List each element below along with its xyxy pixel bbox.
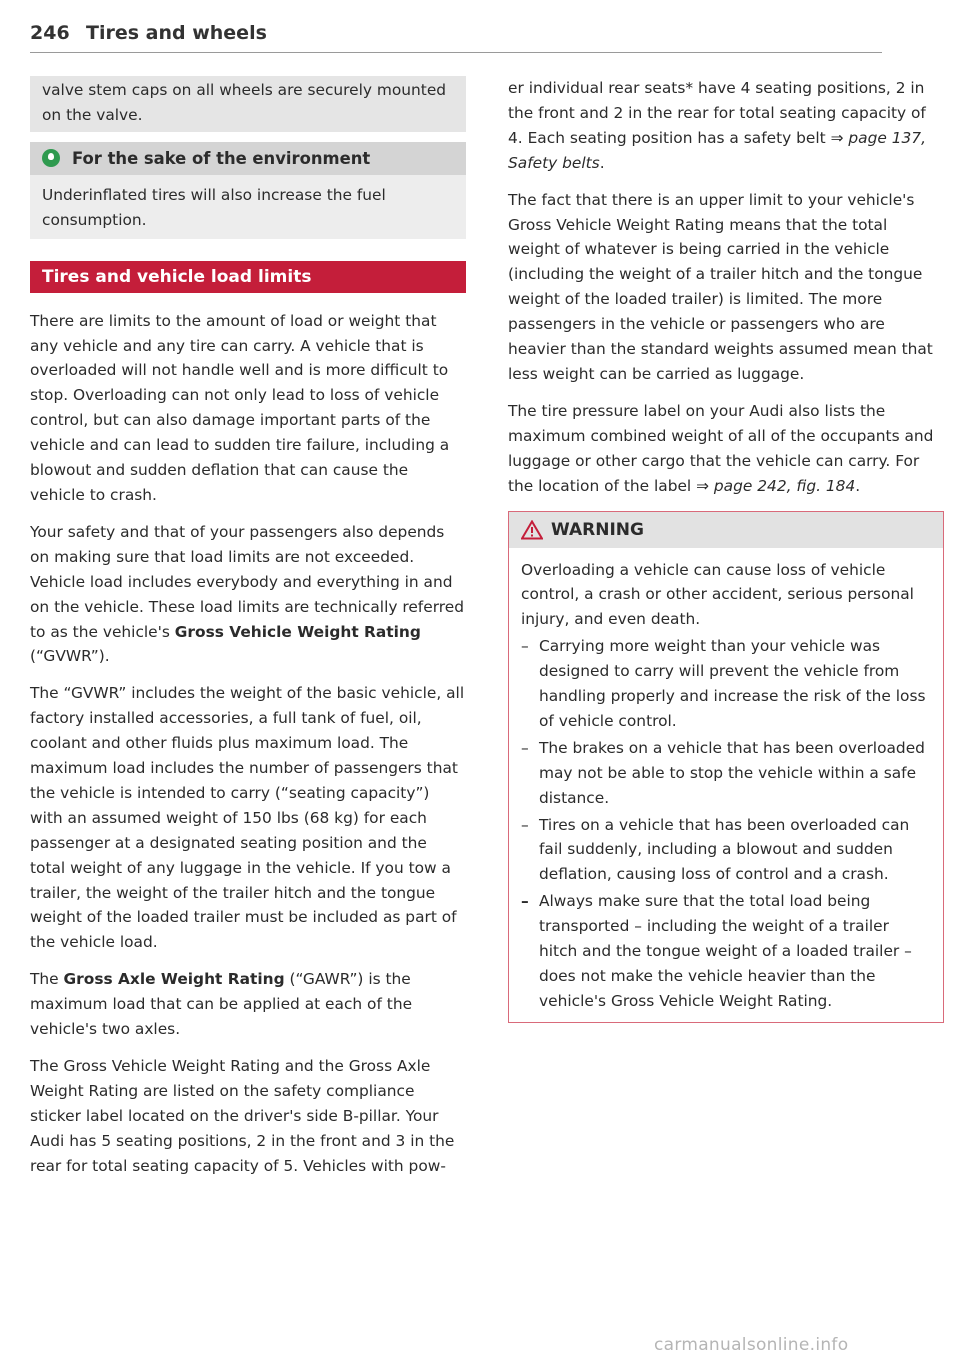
section-heading: Tires and vehicle load limits: [30, 261, 466, 293]
leaf-icon: [42, 149, 60, 167]
warning-intro: Overloading a vehicle can cause loss of vehicle control, a crash or other accident, serious personal injury, and even death.: [521, 560, 914, 629]
environment-note-text: Underinflated tires will also increase the fuel consumption.: [42, 185, 386, 229]
page-header: [30, 22, 882, 53]
continued-note-text: valve stem caps on all wheels are securely mounted on the valve.: [42, 81, 447, 124]
term-gawr: Gross Axle Weight Rating: [63, 970, 285, 989]
paragraph-seating: er individual rear seats* have 4 seating positions, 2 in the front and 2 in the rear for total seating capacity of 4. Each seating position has a safety belt ⇒ page 137, Safety belts.: [508, 79, 926, 172]
paragraph-tire-label: The tire pressure label on your Audi also lists the maximum combined weight of all of the occupants and luggage or other cargo that the vehicle can carry. For the location of the label ⇒ page 242, fig. 184.: [508, 401, 934, 495]
warning-item: – The brakes on a vehicle that has been overloaded may not be able to stop the vehicle within a safe distance.: [521, 736, 931, 811]
paragraph-sticker-label: The Gross Vehicle Weight Rating and the Gross Axle Weight Rating are listed on the safety compliance sticker label located on the driver's side B-pillar. Your Audi has 5 seating positions, 2 in the front and 3 in the rear for total seating capacity of 5. Vehicles with pow-: [30, 1057, 455, 1175]
paragraph-gawr: The Gross Axle Weight Rating (“GAWR”) is the maximum load that can be applied at each of the vehicle's two axles.: [30, 970, 413, 1039]
warning-list: [521, 634, 931, 1014]
warning-header: [509, 512, 943, 548]
warning-item: – Carrying more weight than your vehicle was designed to carry will prevent the vehicle from handling properly and increase the risk of the loss of vehicle control.: [521, 634, 931, 734]
section-title: Tires and wheels: [86, 22, 267, 44]
paragraph-gvwr-intro: Your safety and that of your passengers also depends on making sure that load limits are not exceeded. Vehicle load includes everybody and everything in and on the vehicle. These load limits are technically referred to as the vehicle's Gross Vehicle Weight Rating (“GVWR”).: [30, 522, 464, 666]
term-gvwr: Gross Vehicle Weight Rating: [174, 622, 421, 641]
paragraph-load-limits: There are limits to the amount of load or weight that any vehicle and any tire can carry. A vehicle that is overloaded will not handle well and is more difficult to stop. Overloading can not only lead to loss of vehicle control, but can also damage important parts of the vehicle and can lead to sudden tire failure, including a blowout and sudden deflation that can cause the vehicle to crash.: [30, 311, 450, 504]
warning-item: – Always make sure that the total load being transported – including the weight of a trailer hitch and the tongue weight of a loaded trailer – does not make the vehicle heavier than the vehicle's Gross Vehicle Weight Rating.: [521, 889, 931, 1014]
paragraph-upper-limit: The fact that there is an upper limit to your vehicle's Gross Vehicle Weight Rating means that the total weight of whatever is being carried in the vehicle (including the weight of a trailer hitch and the tongue weight of the loaded trailer) is limited. The more passengers in the vehicle or passengers who are heavier than the standard weights assumed mean that less weight can be carried as luggage.: [508, 190, 933, 383]
left-column: [30, 76, 466, 1191]
watermark: carmanualsonline.info: [654, 1335, 849, 1355]
environment-note-header: [30, 142, 466, 175]
warning-title: WARNING: [551, 519, 644, 540]
warning-box: [508, 511, 944, 1023]
paragraph-gvwr-details: The “GVWR” includes the weight of the basic vehicle, all factory installed accessories, a full tank of fuel, oil, coolant and other fluids plus maximum load. The maximum load includes the number of passengers that the vehicle is intended to carry (“seating capacity”) with an assumed weight of 150 lbs (68 kg) for each passenger at a designated seating position and the total weight of any luggage in the vehicle. If you tow a trailer, the weight of the trailer hitch and the tongue weight of the loaded trailer must be included as part of the vehicle load.: [30, 684, 465, 952]
right-column: [508, 76, 944, 1023]
xref-fig-184[interactable]: ⇒ page 242, fig. 184: [696, 476, 856, 495]
continued-note-box: [30, 76, 466, 132]
warning-triangle-icon: [521, 520, 543, 540]
warning-item: – Tires on a vehicle that has been overloaded can fail suddenly, including a blowout and sudden deflation, causing loss of control and a crash.: [521, 813, 931, 888]
environment-note-title: For the sake of the environment: [72, 148, 371, 168]
xref-safety-belts[interactable]: ⇒ page 137, Safety belts: [508, 128, 926, 172]
page-number: 246: [30, 22, 70, 44]
environment-note: [30, 142, 466, 239]
